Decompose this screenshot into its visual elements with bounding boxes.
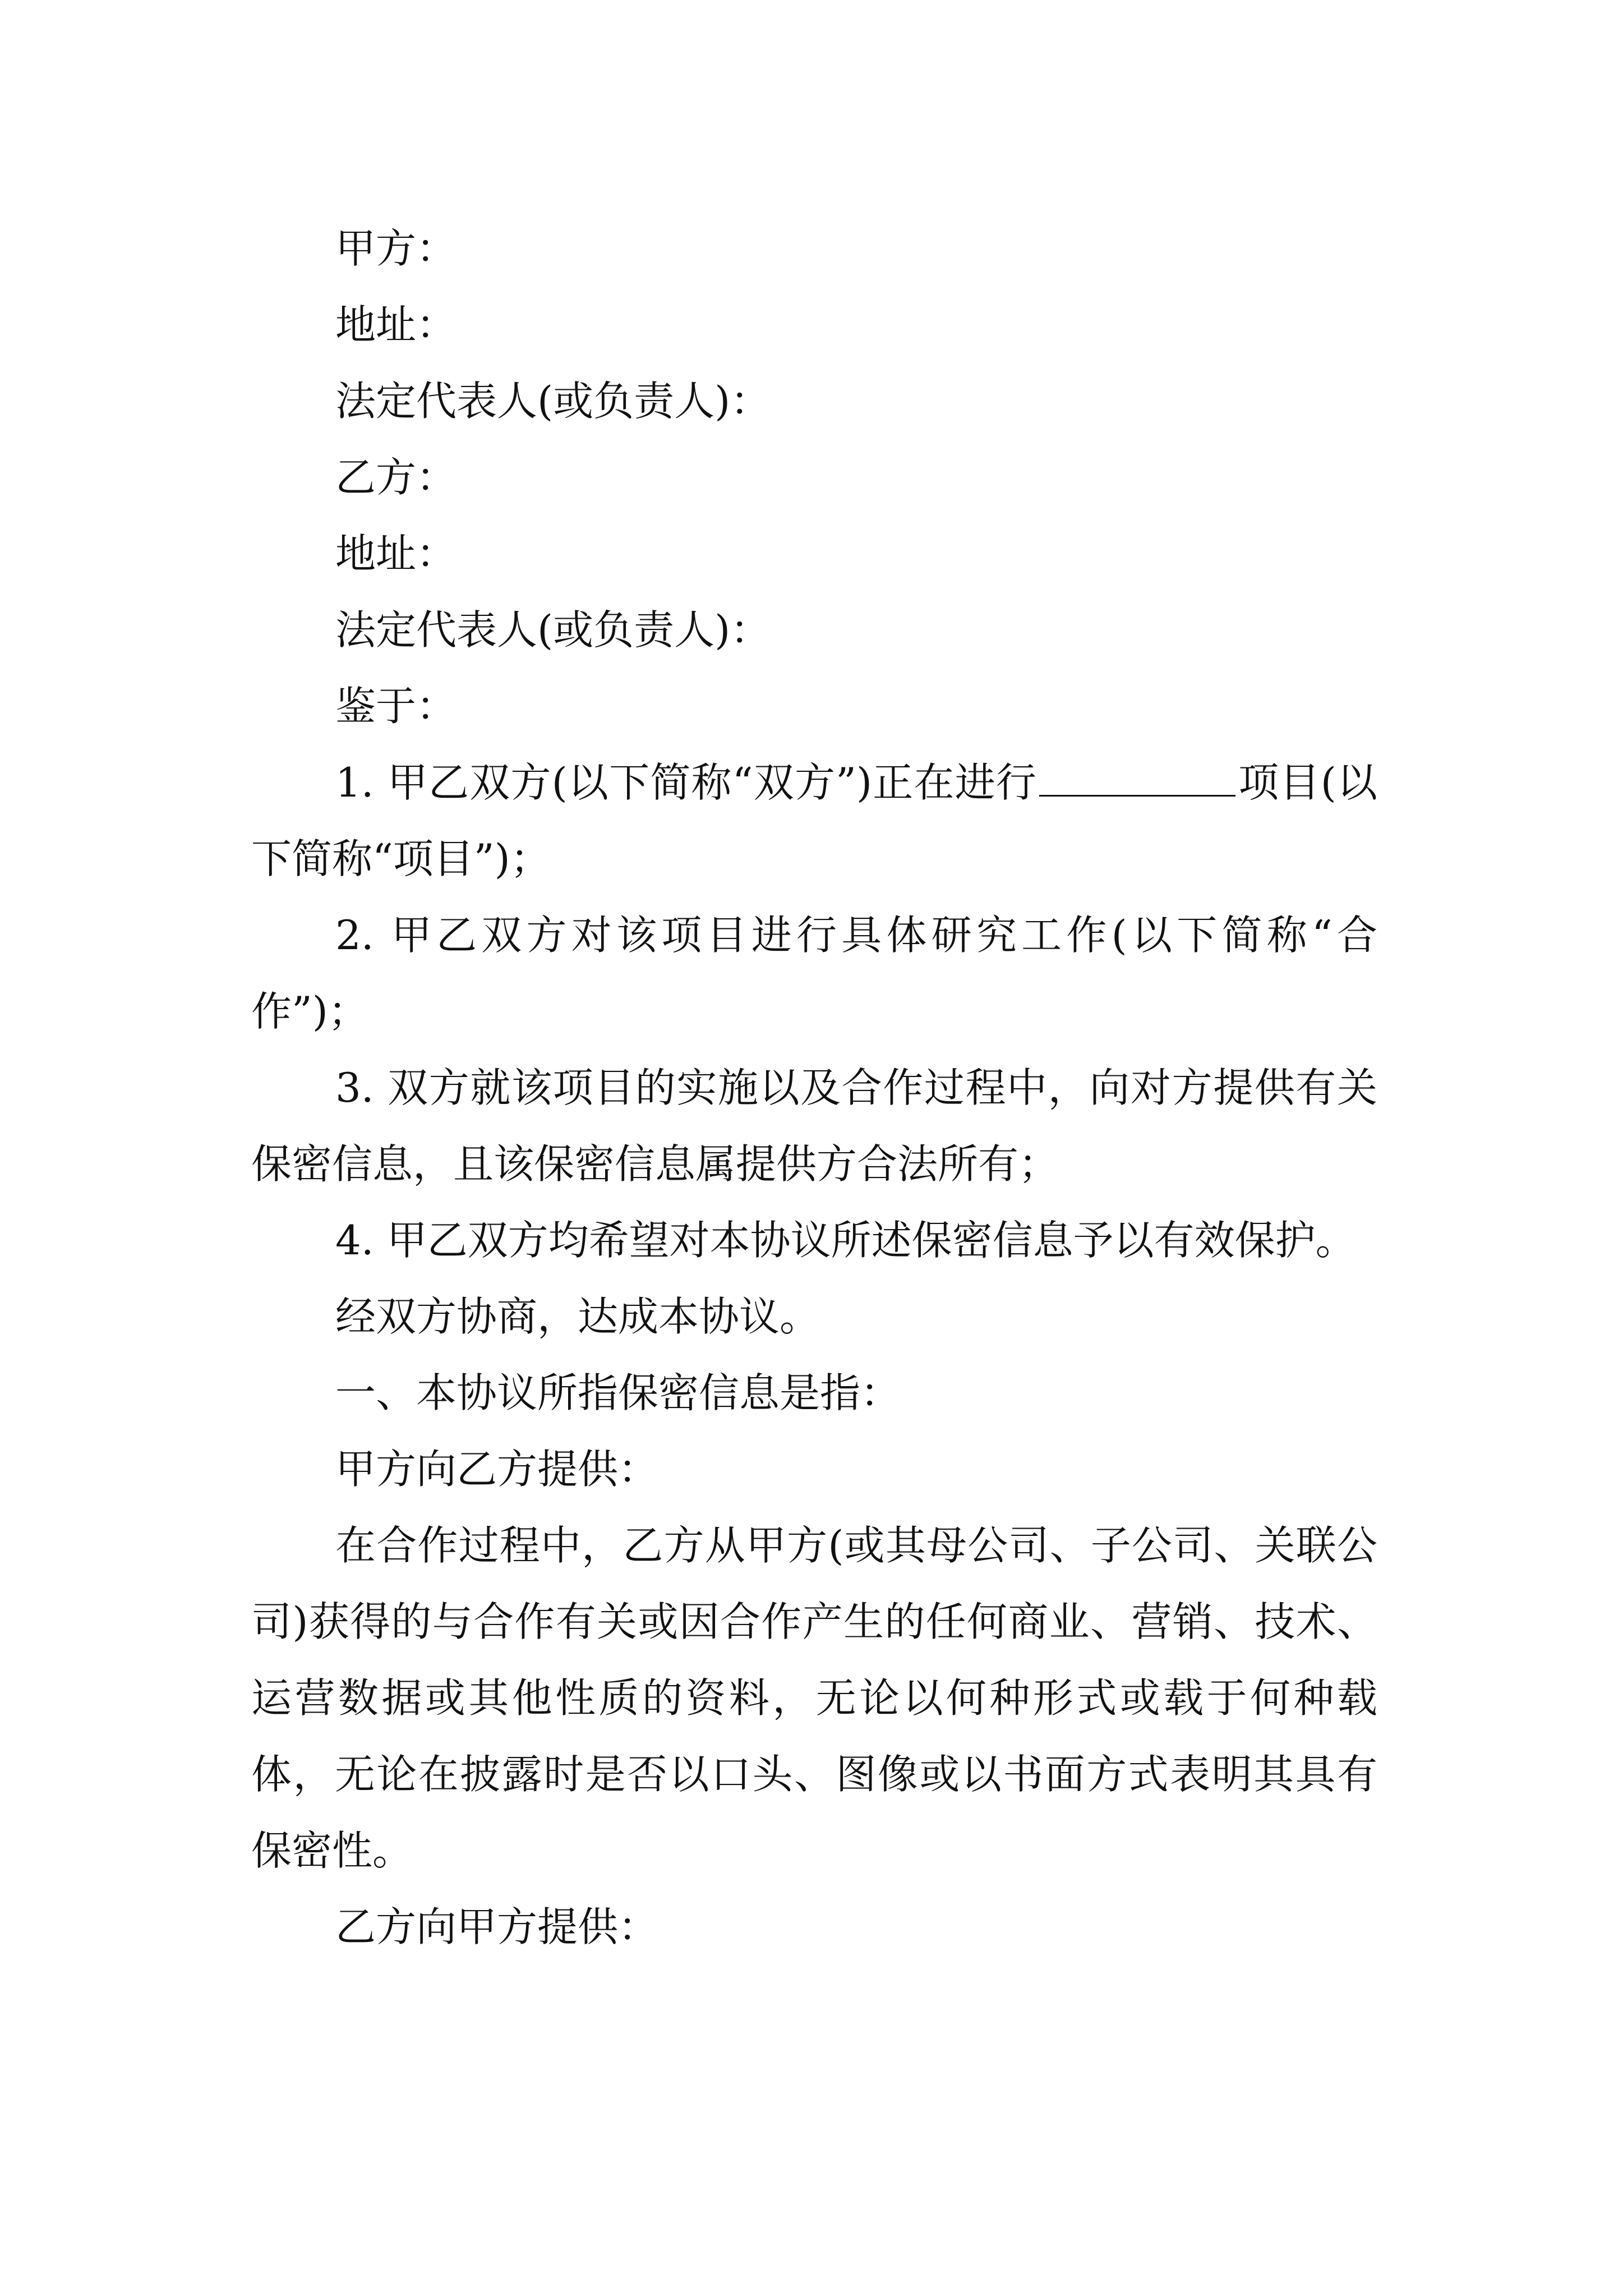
a-to-b-title: 甲方向乙方提供： bbox=[335, 1446, 659, 1493]
address-a-line: 地址： bbox=[335, 301, 457, 348]
whereas-item-4: 4. 甲乙双方均希望对本协议所述保密信息予以有效保护。 bbox=[335, 1217, 1356, 1264]
legal-rep-a-line: 法定代表人(或负责人)： bbox=[335, 378, 771, 425]
agreement-statement: 经双方协商，达成本协议。 bbox=[335, 1293, 820, 1340]
section-1-title: 一、本协议所指保密信息是指： bbox=[335, 1369, 901, 1416]
whereas-item-1-after: 项目(以下简称“项目”)； bbox=[251, 759, 1377, 882]
whereas-item-2: 2. 甲乙双方对该项目进行具体研究工作(以下简称“合作”)； bbox=[251, 912, 1377, 1035]
whereas-item-1-before: 1. 甲乙双方(以下简称“双方”)正在进行 bbox=[335, 759, 1038, 806]
whereas-line: 鉴于： bbox=[335, 683, 457, 730]
b-to-a-title: 乙方向甲方提供： bbox=[335, 1903, 659, 1950]
address-b-line: 地址： bbox=[335, 530, 457, 577]
whereas-item-3: 3. 双方就该项目的实施以及合作过程中，向对方提供有关保密信息，且该保密信息属提供方合法所有； bbox=[251, 1064, 1377, 1188]
project-name-blank bbox=[1039, 763, 1235, 797]
document-body bbox=[251, 210, 1377, 1965]
party-a-line: 甲方： bbox=[335, 225, 457, 272]
party-b-line: 乙方： bbox=[335, 454, 457, 501]
whereas-item-1 bbox=[251, 744, 1377, 897]
a-to-b-content: 在合作过程中，乙方从甲方(或其母公司、子公司、关联公司)获得的与合作有关或因合作产生的任何商业、营销、技术、运营数据或其他性质的资料，无论以何种形式或载于何种载体，无论在披露时是否以口头、图像或以书面方式表明其具有保密性。 bbox=[251, 1522, 1377, 1874]
legal-rep-b-line: 法定代表人(或负责人)： bbox=[335, 606, 771, 654]
